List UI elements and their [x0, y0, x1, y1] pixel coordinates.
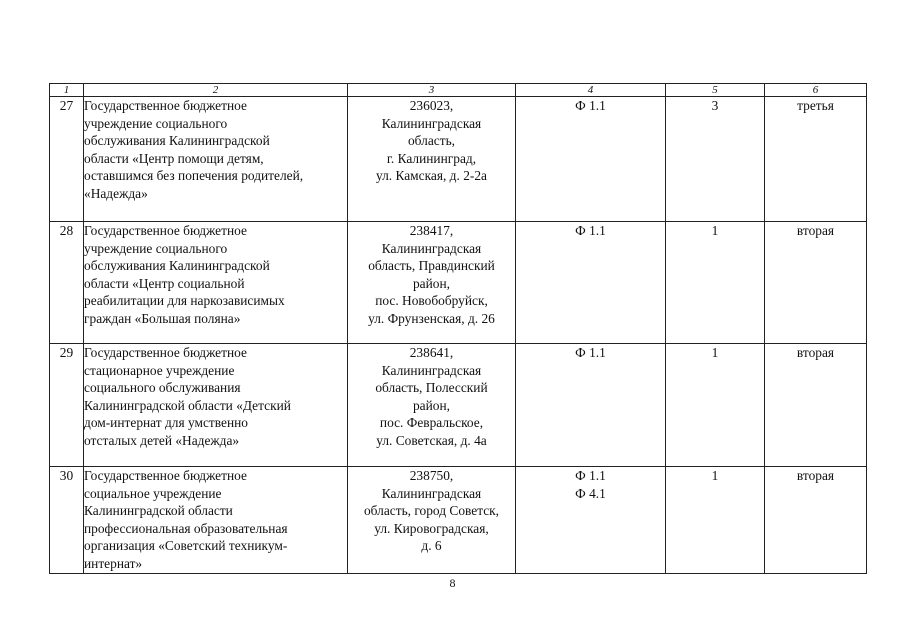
address-line: область, [407, 133, 456, 149]
institution-name-line: профессиональная образовательная [84, 520, 288, 536]
address-line: пос. Новобобруйск, [375, 293, 488, 309]
column-5-value: 1 [666, 344, 765, 467]
institution-name-line: Государственное бюджетное [84, 98, 247, 113]
institution-name-line: организация «Советский техникум- [84, 538, 288, 554]
address-cell [348, 467, 516, 574]
institution-name-line: социального обслуживания [84, 380, 241, 396]
code-cell [516, 97, 666, 222]
code-cell [516, 344, 666, 467]
code-value: Ф 1.1 [575, 345, 606, 360]
institution-name-line: области «Центр социальной [84, 275, 245, 291]
institution-name-line: учреждение социального [84, 240, 228, 256]
institution-name-cell [84, 467, 348, 574]
column-number-3: 3 [348, 84, 516, 97]
column-number-row [50, 84, 867, 97]
column-5-value: 1 [666, 222, 765, 344]
row-number: 29 [50, 344, 84, 467]
address-cell [348, 222, 516, 344]
column-5-value: 3 [666, 97, 765, 222]
institution-name-line: обслуживания Калининградской [84, 133, 270, 149]
code-cell [516, 467, 666, 574]
address-line: 238750, [409, 468, 454, 483]
column-number-6: 6 [765, 84, 867, 97]
address-line: район, [412, 397, 450, 413]
column-5-value: 1 [666, 467, 765, 574]
institution-name-line: Государственное бюджетное [84, 468, 247, 483]
row-number: 28 [50, 222, 84, 344]
institution-name-line: Калининградской области [84, 503, 233, 519]
address-line: Калининградская [381, 115, 482, 131]
column-number-5: 5 [666, 84, 765, 97]
column-6-value: вторая [765, 344, 867, 467]
table-row [50, 97, 867, 222]
address-cell [348, 344, 516, 467]
institution-name-line: интернат» [84, 555, 143, 571]
address-line: г. Калининград, [386, 150, 477, 166]
code-cell [516, 222, 666, 344]
table-row [50, 222, 867, 344]
institution-name-line: Государственное бюджетное [84, 223, 247, 238]
address-line: область, Полесский [375, 380, 488, 396]
table-row [50, 467, 867, 574]
institution-name-line: области «Центр помощи детям, [84, 150, 264, 166]
column-number-2: 2 [84, 84, 348, 97]
code-value: Ф 1.1 [575, 98, 606, 113]
address-line: Калининградская [381, 485, 482, 501]
institution-name-line: обслуживания Калининградской [84, 258, 270, 274]
institution-name-line: Калининградской области «Детский [84, 397, 291, 413]
code-value: Ф 1.1 [575, 223, 606, 238]
code-value: Ф 1.1 [575, 468, 606, 483]
row-number: 27 [50, 97, 84, 222]
institution-name-line: граждан «Большая поляна» [84, 310, 241, 326]
address-line: Калининградская [381, 362, 482, 378]
address-line: пос. Февральское, [379, 415, 484, 431]
institution-name-cell [84, 97, 348, 222]
address-line: ул. Советская, д. 4а [376, 432, 487, 448]
institution-name-line: учреждение социального [84, 115, 228, 131]
institution-name-cell [84, 344, 348, 467]
table-row [50, 344, 867, 467]
address-line: ул. Кировоградская, [374, 520, 489, 536]
column-number-1: 1 [50, 84, 84, 97]
code-value: Ф 4.1 [575, 485, 606, 501]
row-number: 30 [50, 467, 84, 574]
address-line: область, Правдинский [368, 258, 495, 274]
address-line: Калининградская [381, 240, 482, 256]
page-number: 8 [449, 576, 456, 590]
address-line: ул. Камская, д. 2-2а [375, 168, 487, 184]
address-line: район, [412, 275, 450, 291]
address-line: 238641, [409, 345, 454, 360]
institution-name-line: Государственное бюджетное [84, 345, 247, 360]
facilities-table [49, 83, 867, 574]
institution-name-line: оставшимся без попечения родителей, [84, 168, 304, 184]
institution-name-line: дом-интернат для умственно [84, 415, 248, 431]
address-line: область, город Советск, [363, 503, 500, 519]
column-6-value: вторая [765, 467, 867, 574]
column-6-value: третья [765, 97, 867, 222]
address-cell [348, 97, 516, 222]
address-line: 236023, [409, 98, 454, 113]
institution-name-line: отсталых детей «Надежда» [84, 432, 240, 448]
institution-name-cell [84, 222, 348, 344]
institution-name-line: «Надежда» [84, 185, 148, 201]
institution-name-line: реабилитации для наркозависимых [84, 293, 285, 309]
address-line: 238417, [409, 223, 454, 238]
column-6-value: вторая [765, 222, 867, 344]
address-line: ул. Фрунзенская, д. 26 [368, 310, 495, 326]
institution-name-line: стационарное учреждение [84, 362, 235, 378]
column-number-4: 4 [516, 84, 666, 97]
institution-name-line: социальное учреждение [84, 485, 222, 501]
address-line: д. 6 [421, 538, 442, 554]
